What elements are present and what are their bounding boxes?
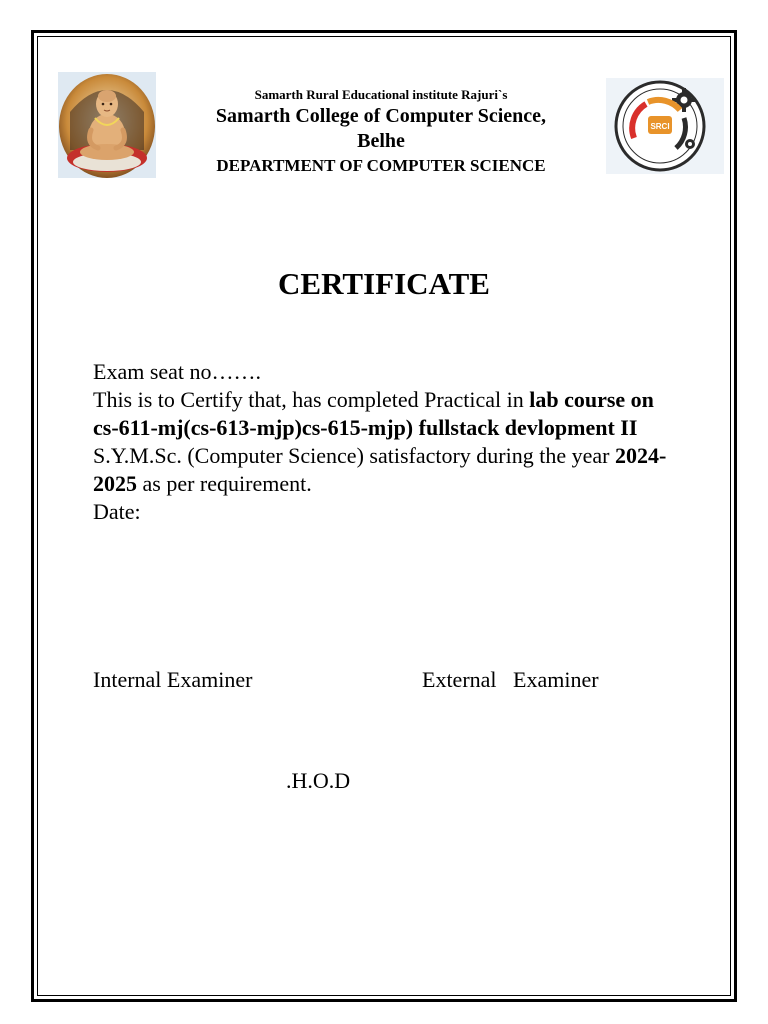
external-examiner-label: External Examiner (422, 667, 599, 692)
hod-label: .H.O.D (286, 768, 351, 793)
institute-emblem-logo (606, 78, 724, 174)
certificate-title: CERTIFICATE (278, 266, 490, 301)
institute-name: Samarth Rural Educational institute Rajuri`s (254, 87, 508, 102)
institution-header (160, 86, 602, 178)
department-name: DEPARTMENT OF COMPUTER SCIENCE (216, 156, 546, 175)
college-name-line2: Belhe (357, 130, 405, 152)
certify-prefix: This is to Certify that, has completed Practical in (93, 387, 530, 412)
certificate-body (93, 358, 683, 526)
college-name-line1: Samarth College of Computer Science, (215, 105, 547, 127)
academic-year: 2024-2025 (93, 443, 667, 496)
internal-examiner-label: Internal Examiner (93, 667, 253, 692)
certify-paragraph (93, 386, 683, 498)
class-text: S.Y.M.Sc. (Computer Science) satisfactory during the year (93, 443, 615, 468)
exam-seat-line: Exam seat no……. (93, 359, 262, 384)
requirement-suffix: as per requirement. (137, 471, 312, 496)
emblem-center-text: SRCI (650, 122, 670, 131)
course-name: lab course on cs-611-mj(cs-613-mjp)cs-615-mjp) fullstack devlopment II (93, 387, 654, 440)
saint-portrait-logo (58, 72, 156, 178)
date-label: Date: (93, 499, 141, 524)
